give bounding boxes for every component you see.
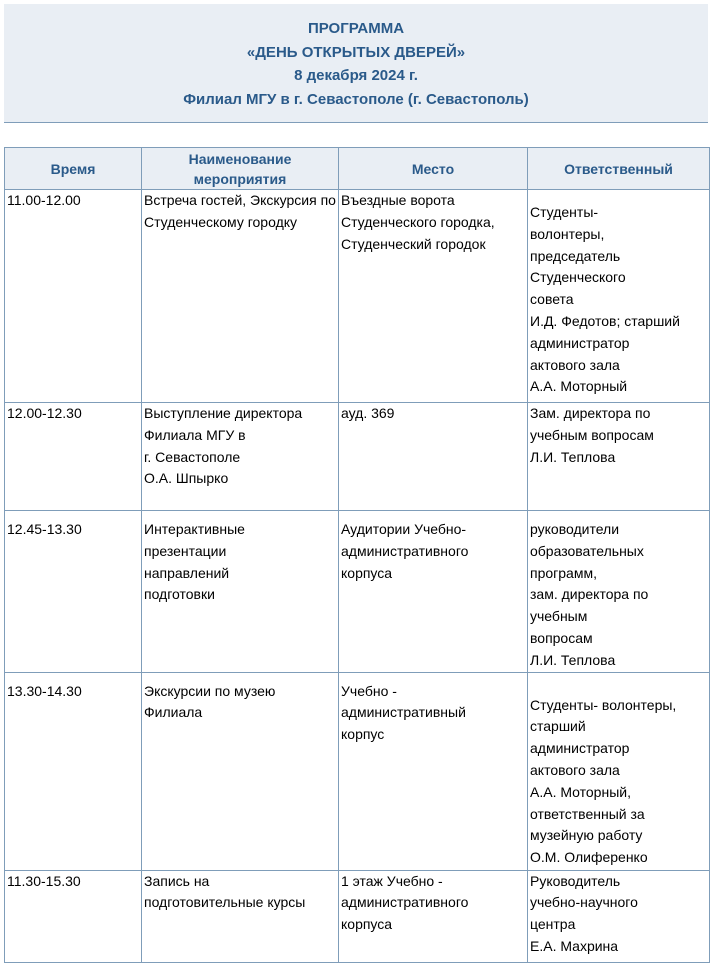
table-row	[5, 870, 710, 962]
responsible-cell: Студенты- волонтеры, председатель Студенческого совета И.Д. Федотов; старший администратор актового зала А.А. Моторный	[528, 190, 710, 403]
event-cell: Выступление директора Филиала МГУ в г. Севастополе О.А. Шпырко	[142, 403, 339, 511]
table-row	[5, 511, 710, 673]
event-cell: Экскурсии по музею Филиала	[142, 672, 339, 870]
time-cell: 11.30-15.30	[5, 870, 142, 962]
place-cell: Въездные ворота Студенческого городка, Студенческий городок	[339, 190, 528, 403]
time-cell: 12.45-13.30	[5, 511, 142, 673]
table-row	[5, 190, 710, 403]
program-table	[4, 147, 710, 963]
column-header-time: Время	[5, 148, 142, 190]
header-location: Филиал МГУ в г. Севастополе (г. Севастополь)	[183, 90, 529, 108]
event-cell: Встреча гостей, Экскурсия по Студенческому городку	[142, 190, 339, 403]
header-title: ПРОГРАММА	[307, 20, 405, 37]
responsible-cell: Зам. директора по учебным вопросам Л.И. Теплова	[528, 403, 710, 511]
column-header-event: Наименование мероприятия	[142, 148, 339, 190]
place-cell: 1 этаж Учебно - административного корпуса	[339, 870, 528, 962]
table-header-row	[5, 148, 710, 190]
header-date: 8 декабря 2024 г.	[294, 67, 418, 84]
responsible-cell: Руководитель учебно-научного центра Е.А. Махрина	[528, 870, 710, 962]
time-cell: 12.00-12.30	[5, 403, 142, 511]
header-event-name: «ДЕНЬ ОТКРЫТЫХ ДВЕРЕЙ»	[246, 43, 466, 61]
column-header-place: Место	[339, 148, 528, 190]
table-row	[5, 672, 710, 870]
table-row	[5, 403, 710, 511]
responsible-cell: Студенты- волонтеры, старший администратор актового зала А.А. Моторный, ответственный за музейную работу О.М. Олиференко	[528, 672, 710, 870]
place-cell: ауд. 369	[339, 403, 528, 511]
time-cell: 13.30-14.30	[5, 672, 142, 870]
place-cell: Учебно - административный корпус	[339, 672, 528, 870]
place-cell: Аудитории Учебно- административного корпуса	[339, 511, 528, 673]
event-cell: Запись на подготовительные курсы	[142, 870, 339, 962]
responsible-cell: руководители образовательных программ, зам. директора по учебным вопросам Л.И. Теплова	[528, 511, 710, 673]
column-header-responsible: Ответственный	[528, 148, 710, 190]
time-cell: 11.00-12.00	[5, 190, 142, 403]
event-cell: Интерактивные презентации направлений подготовки	[142, 511, 339, 673]
program-header	[4, 4, 708, 123]
